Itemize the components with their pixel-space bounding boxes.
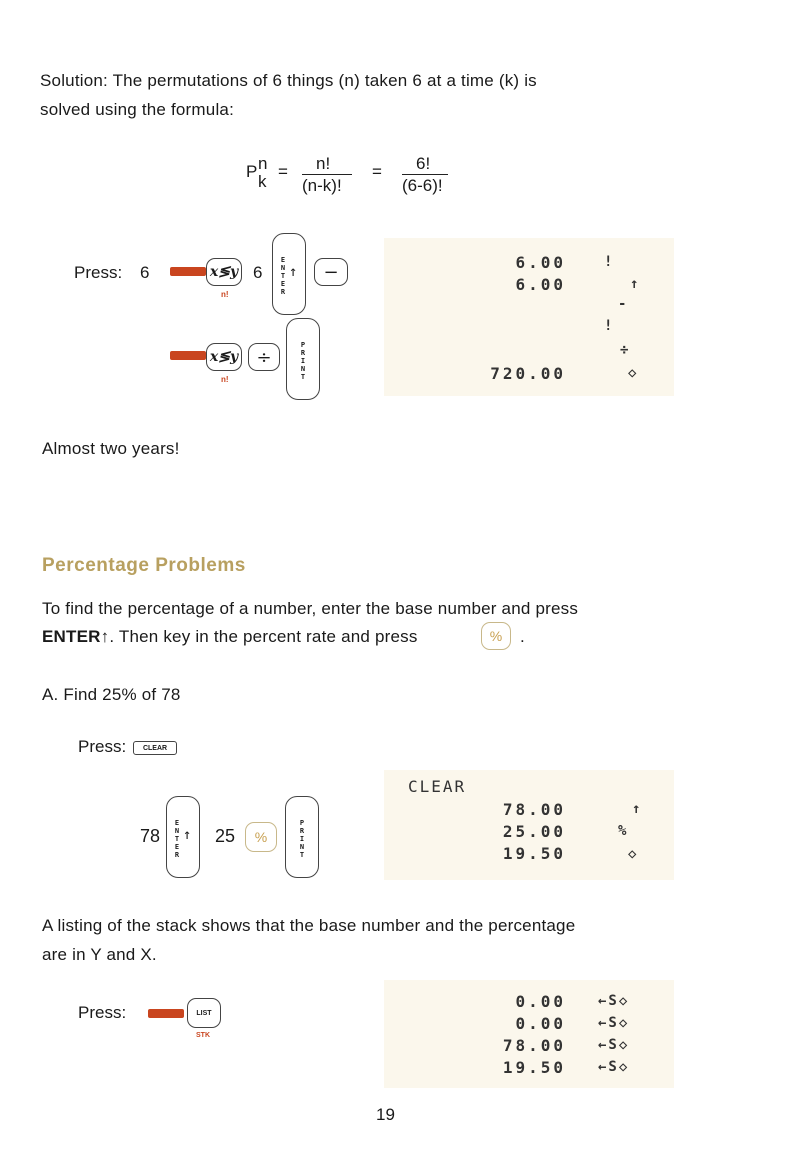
divide-key[interactable]: ÷ [248,343,280,371]
x-exchange-y-key[interactable]: x≶y [206,258,242,286]
n-factorial-label-2: n! [221,375,229,384]
tape2-symbol: ◇ [628,846,637,862]
formula-n-sup: n [258,154,268,173]
enter-key-2[interactable] [166,796,200,878]
listing-line-1: A listing of the stack shows that the base number and the percentage [42,916,576,935]
tape3-symbol: ←S◇ [598,1015,630,1031]
formula-p: P [246,162,258,181]
print-key-label: P R I N T [300,341,306,381]
formula-den-1: (n-k)! [302,176,342,195]
tape3-value: 19.50 [502,1058,566,1077]
press-label-1: Press: [74,263,123,282]
listing-line-2: are in Y and X. [42,945,157,964]
page-number: 19 [376,1105,395,1124]
press-label-2: Press: [78,737,127,756]
tape2-value: 19.50 [502,844,566,863]
enter-key-label: E N T E R [174,819,180,859]
tape1-value: 6.00 [515,275,566,294]
print-key[interactable] [286,318,320,400]
tape2-value: 25.00 [502,822,566,841]
tape1-symbol: - [618,296,627,312]
percent-key[interactable]: % [245,822,277,852]
item-a: A. Find 25% of 78 [42,685,181,704]
formula-eq-2: = [372,162,382,181]
percent-key-inline[interactable]: % [481,622,511,650]
percentage-para-line-2 [42,622,418,651]
minus-key[interactable]: − [314,258,348,286]
tape3-symbol: ←S◇ [598,1037,630,1053]
tape1-symbol: ! [604,254,613,270]
shift-key-3[interactable] [148,1009,184,1018]
tape1-value: 6.00 [515,253,566,272]
para-text: . Then key in the percent rate and press [109,627,418,646]
solution-line-2: solved using the formula: [40,100,234,119]
press-label-3: Press: [78,1003,127,1022]
section-heading: Percentage Problems [42,555,246,576]
print-key-2[interactable] [285,796,319,878]
formula-num-2: 6! [416,154,431,173]
shift-key[interactable] [170,267,206,276]
formula-eq-1: = [278,162,288,181]
percentage-para-line-1: To find the percentage of a number, enter the base number and press [42,599,579,618]
tape1-symbol: ◇ [628,365,637,381]
tape2-clear: CLEAR [408,777,467,796]
enter-key-label: E N T E R [280,256,286,296]
tape2-value: 78.00 [502,800,566,819]
tape1-value: 720.00 [490,364,566,383]
formula-num-1: n! [316,154,331,173]
x-exchange-y-key-2[interactable]: x≶y [206,343,242,371]
list-key[interactable]: LIST [187,998,221,1028]
formula-den-2: (6-6)! [402,176,443,195]
permutation-formula [246,150,486,200]
tape1-symbol: ↑ [630,276,639,292]
almost-two-years: Almost two years! [42,439,180,458]
tape3-value: 0.00 [515,1014,566,1033]
fraction-bar-1 [302,174,352,175]
digit-78: 78 [140,826,161,846]
enter-arrow-icon: ↑ [289,264,298,280]
fraction-bar-2 [402,174,448,175]
tape2-symbol: % [618,823,627,839]
para-end: . [520,627,525,646]
tape1-symbol: ! [604,318,613,334]
tape2-symbol: ↑ [632,801,641,817]
shift-key-2[interactable] [170,351,206,360]
clear-key[interactable]: CLEAR [133,741,177,755]
solution-line-1: Solution: The permutations of 6 things (n) taken 6 at a time (k) is [40,71,537,90]
print-key-label: P R I N T [299,819,305,859]
formula-k-sub: k [258,172,267,191]
tape1-symbol: ÷ [620,342,629,358]
enter-key[interactable] [272,233,306,315]
tape3-symbol: ←S◇ [598,1059,630,1075]
tape3-value: 0.00 [515,992,566,1011]
digit-6-a: 6 [140,263,150,282]
enter-arrow-icon: ↑ [183,827,192,843]
enter-key-text: ENTER↑ [42,627,110,646]
tape3-value: 78.00 [502,1036,566,1055]
stk-label: STK [196,1032,210,1039]
digit-25: 25 [215,826,236,846]
n-factorial-label: n! [221,290,229,299]
digit-6-b: 6 [253,263,263,282]
tape3-symbol: ←S◇ [598,993,630,1009]
